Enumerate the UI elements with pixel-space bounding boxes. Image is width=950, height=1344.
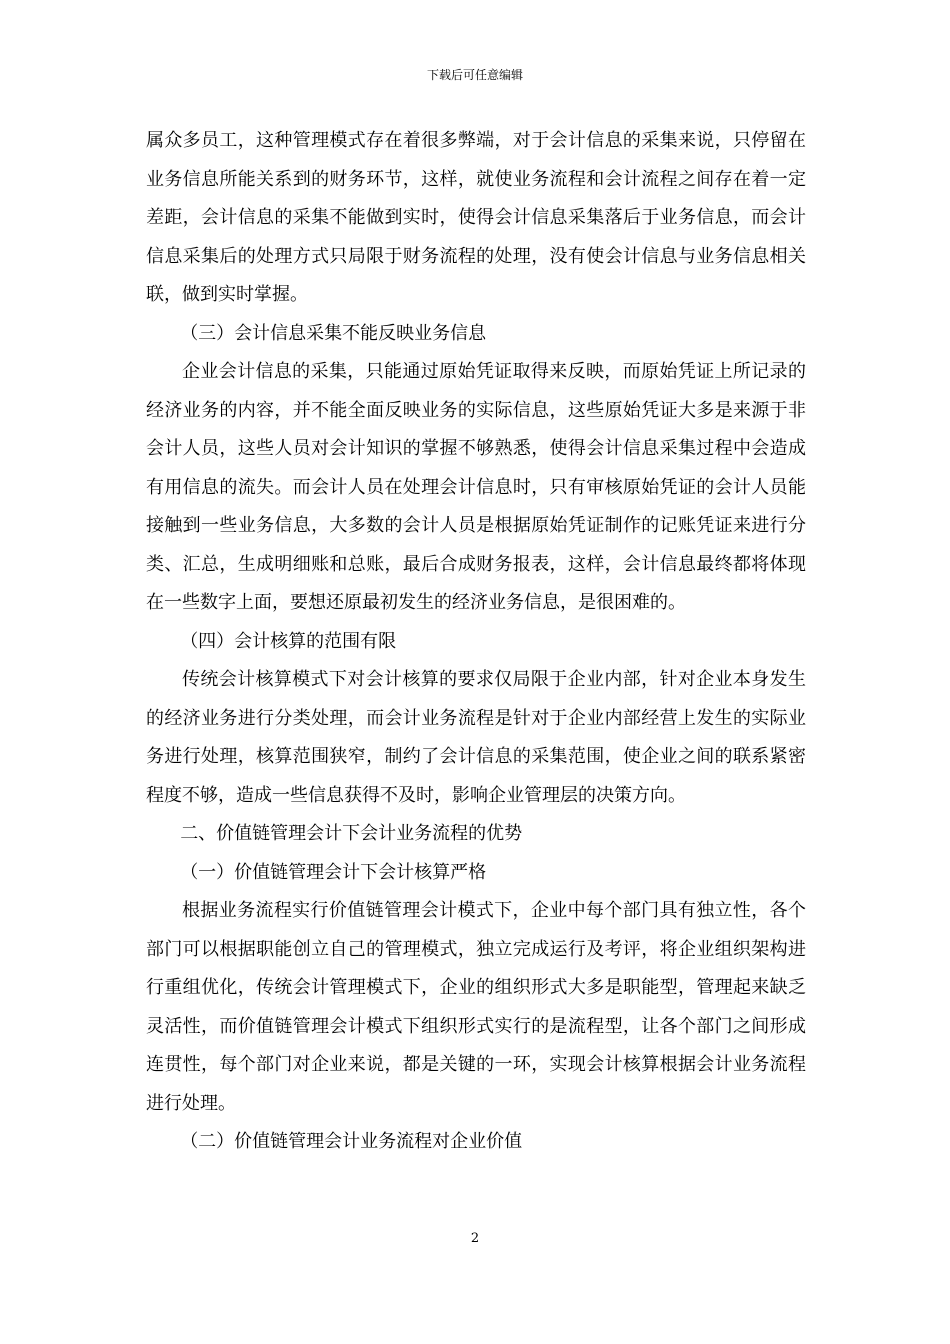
section-heading-3: （三）会计信息采集不能反映业务信息 <box>180 322 487 344</box>
section-heading-1: （一）价值链管理会计下会计核算严格 <box>180 861 487 883</box>
paragraph-continuation: 属众多员工，这种管理模式存在着很多弊端，对于会计信息的采集来说，只停留在业务信息所能关系到的财务环节，这样，就使业务流程和会计流程之间存在着一定差距，会计信息的采集不能做到实时，使得会计信息采集落后于业务信息，而会计信息采集后的处理方式只局限于财务流程的处理，没有使会计信息与业务信息相关联，做到实时掌握。 <box>146 130 806 305</box>
paragraph-value-chain: 根据业务流程实行价值链管理会计模式下，企业中每个部门具有独立性，各个部门可以根据职能创立自己的管理模式，独立完成运行及考评，将企业组织架构进行重组优化，传统会计管理模式下，企业的组织形式大多是职能型，管理起来缺乏灵活性，而价值链管理会计模式下组织形式实行的是流程型，让各个部门之间形成连贯性，每个部门对企业来说，都是关键的一环，实现会计核算根据会计业务流程进行处理。 <box>146 900 806 1114</box>
paragraph-accounting-scope: 传统会计核算模式下对会计核算的要求仅局限于企业内部，针对企业本身发生的经济业务进行分类处理，而会计业务流程是针对于企业内部经营上发生的实际业务进行处理，核算范围狭窄，制约了会计信息的采集范围，使企业之间的联系紧密程度不够，造成一些信息获得不及时，影响企业管理层的决策方向。 <box>146 669 806 806</box>
document-body <box>146 122 806 1162</box>
paragraph-original-vouchers: 企业会计信息的采集，只能通过原始凭证取得来反映，而原始凭证上所记录的经济业务的内容，并不能全面反映业务的实际信息，这些原始凭证大多是来源于非会计人员，这些人员对会计知识的掌握不够熟悉，使得会计信息采集过程中会造成有用信息的流失。而会计人员在处理会计信息时，只有审核原始凭证的会计人员能接触到一些业务信息，大多数的会计人员是根据原始凭证制作的记账凭证来进行分类、汇总，生成明细账和总账，最后合成财务报表，这样，会计信息最终都将体现在一些数字上面，要想还原最初发生的经济业务信息，是很困难的。 <box>146 361 806 613</box>
page-number: 2 <box>470 1231 480 1246</box>
section-heading-4: （四）会计核算的范围有限 <box>180 630 397 652</box>
chapter-heading-2: 二、价值链管理会计下会计业务流程的优势 <box>180 823 523 844</box>
page-header: 下载后可任意编辑 <box>426 68 523 82</box>
section-heading-2: （二）价值链管理会计业务流程对企业价值 <box>180 1131 523 1152</box>
